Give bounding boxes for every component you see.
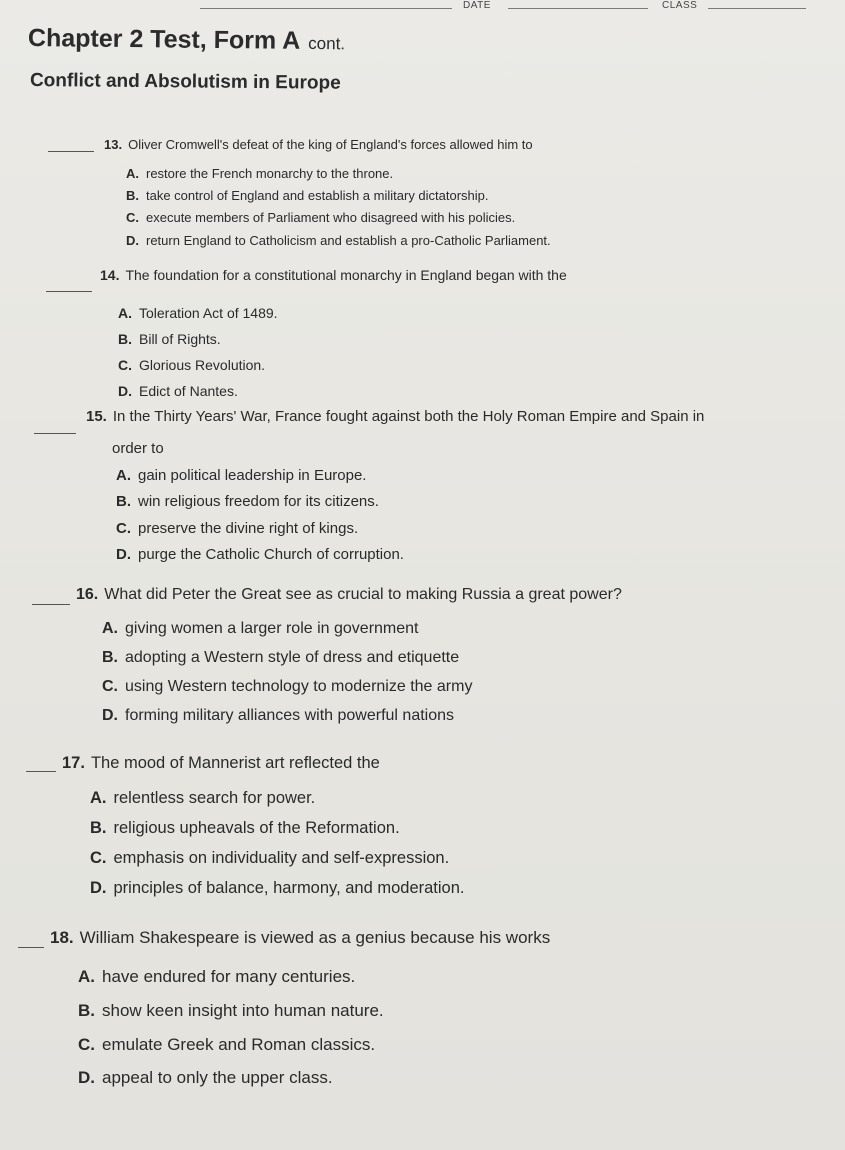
option-letter: B. [90, 819, 107, 837]
option-letter: A. [102, 620, 118, 637]
question-number: 17. [62, 754, 85, 772]
option-text: principles of balance, harmony, and moderation. [113, 879, 465, 897]
option-text: take control of England and establish a military dictatorship. [146, 188, 489, 203]
option-text: gain political leadership in Europe. [138, 467, 367, 484]
option-letter: C. [78, 1035, 95, 1054]
option-text: return England to Catholicism and establish a pro-Catholic Parliament. [146, 233, 551, 248]
answer-blank[interactable] [26, 771, 56, 772]
question-stem [104, 137, 533, 152]
option-letter: B. [102, 649, 118, 666]
option-letter: B. [126, 188, 139, 203]
option-text: show keen insight into human nature. [102, 1001, 384, 1020]
option-d [116, 546, 404, 563]
question-number: 18. [50, 928, 74, 947]
option-letter: A. [78, 967, 95, 986]
answer-blank[interactable] [48, 151, 94, 152]
title-suffix: cont. [308, 33, 346, 54]
option-text: forming military alliances with powerful nations [125, 707, 455, 724]
option-b [116, 493, 379, 510]
question-text: What did Peter the Great see as crucial to making Russia a great power? [104, 586, 622, 603]
name-line [200, 8, 452, 9]
question-stem [50, 928, 550, 948]
option-letter: C. [118, 357, 132, 373]
question-text: In the Thirty Years' War, France fought against both the Holy Roman Empire and Spain in [112, 408, 705, 425]
option-letter: A. [118, 305, 132, 321]
option-text: win religious freedom for its citizens. [138, 493, 379, 510]
question-number: 15. [86, 408, 107, 425]
option-a [116, 467, 366, 484]
page-subtitle: Conflict and Absolutism in Europe [29, 70, 341, 94]
option-b [118, 331, 221, 347]
option-c [126, 210, 515, 225]
option-b [90, 819, 400, 838]
page-title [28, 24, 345, 56]
option-d [102, 707, 454, 725]
option-text: Edict of Nantes. [139, 383, 238, 399]
option-letter: C. [126, 210, 139, 225]
class-label: CLASS [662, 0, 698, 11]
option-c [102, 678, 472, 696]
class-line [708, 8, 806, 9]
title-text: Chapter 2 Test, Form A [27, 24, 301, 55]
option-letter: D. [78, 1068, 95, 1087]
option-text: emulate Greek and Roman classics. [102, 1035, 376, 1054]
option-letter: C. [90, 849, 107, 867]
question-stem [86, 408, 704, 425]
question-stem [100, 267, 567, 283]
question-number: 16. [76, 586, 99, 603]
option-text: restore the French monarchy to the throne. [146, 166, 394, 181]
question-text: Oliver Cromwell's defeat of the king of England's forces allowed him to [128, 137, 533, 152]
option-text: have endured for many centuries. [102, 967, 356, 986]
option-letter: C. [102, 678, 118, 695]
option-c [90, 849, 449, 868]
option-c [78, 1035, 375, 1055]
option-b [126, 188, 489, 203]
question-stem [62, 754, 380, 773]
option-text: preserve the divine right of kings. [138, 520, 359, 537]
option-c [116, 520, 358, 537]
option-text: Glorious Revolution. [139, 357, 266, 373]
option-letter: D. [126, 233, 139, 248]
option-text: appeal to only the upper class. [102, 1068, 333, 1087]
option-text: Toleration Act of 1489. [139, 305, 278, 321]
option-letter: B. [116, 493, 131, 510]
option-letter: C. [116, 520, 131, 537]
option-text: purge the Catholic Church of corruption. [138, 546, 404, 563]
question-text: William Shakespeare is viewed as a genius because his works [79, 928, 551, 947]
answer-blank[interactable] [34, 433, 76, 434]
answer-blank[interactable] [18, 947, 44, 948]
option-text: religious upheavals of the Reformation. [113, 819, 400, 837]
question-stem [76, 586, 622, 604]
option-a [90, 789, 315, 808]
answer-blank[interactable] [32, 604, 70, 605]
option-letter: B. [118, 331, 132, 347]
question-number: 13. [104, 137, 123, 152]
date-label: DATE [463, 0, 491, 11]
option-text: giving women a larger role in government [125, 620, 419, 637]
option-text: execute members of Parliament who disagreed with his policies. [146, 210, 516, 225]
option-letter: D. [102, 707, 118, 724]
option-a [102, 620, 418, 638]
option-text: Bill of Rights. [139, 331, 221, 347]
option-letter: D. [116, 546, 131, 563]
answer-blank[interactable] [46, 291, 92, 292]
option-d [126, 233, 551, 248]
option-text: emphasis on individuality and self-expression. [113, 849, 450, 867]
question-text: The mood of Mannerist art reflected the [90, 754, 380, 772]
option-letter: A. [126, 166, 139, 181]
option-text: adopting a Western style of dress and etiquette [125, 649, 460, 666]
option-letter: D. [118, 383, 132, 399]
option-c [118, 357, 265, 373]
option-a [126, 166, 393, 181]
option-b [102, 649, 459, 667]
option-letter: D. [90, 879, 107, 897]
question-number: 14. [100, 267, 120, 283]
question-stem-continued: order to [112, 440, 164, 457]
option-d [118, 383, 238, 399]
question-text: The foundation for a constitutional monarchy in England began with the [125, 267, 567, 283]
option-letter: A. [90, 789, 107, 807]
option-letter: B. [78, 1001, 95, 1020]
option-text: using Western technology to modernize the army [125, 678, 473, 695]
option-d [90, 879, 464, 898]
option-a [118, 305, 278, 321]
option-a [78, 967, 355, 987]
option-letter: A. [116, 467, 131, 484]
option-b [78, 1001, 384, 1021]
option-d [78, 1068, 333, 1088]
option-text: relentless search for power. [113, 789, 316, 807]
date-line [508, 8, 648, 9]
